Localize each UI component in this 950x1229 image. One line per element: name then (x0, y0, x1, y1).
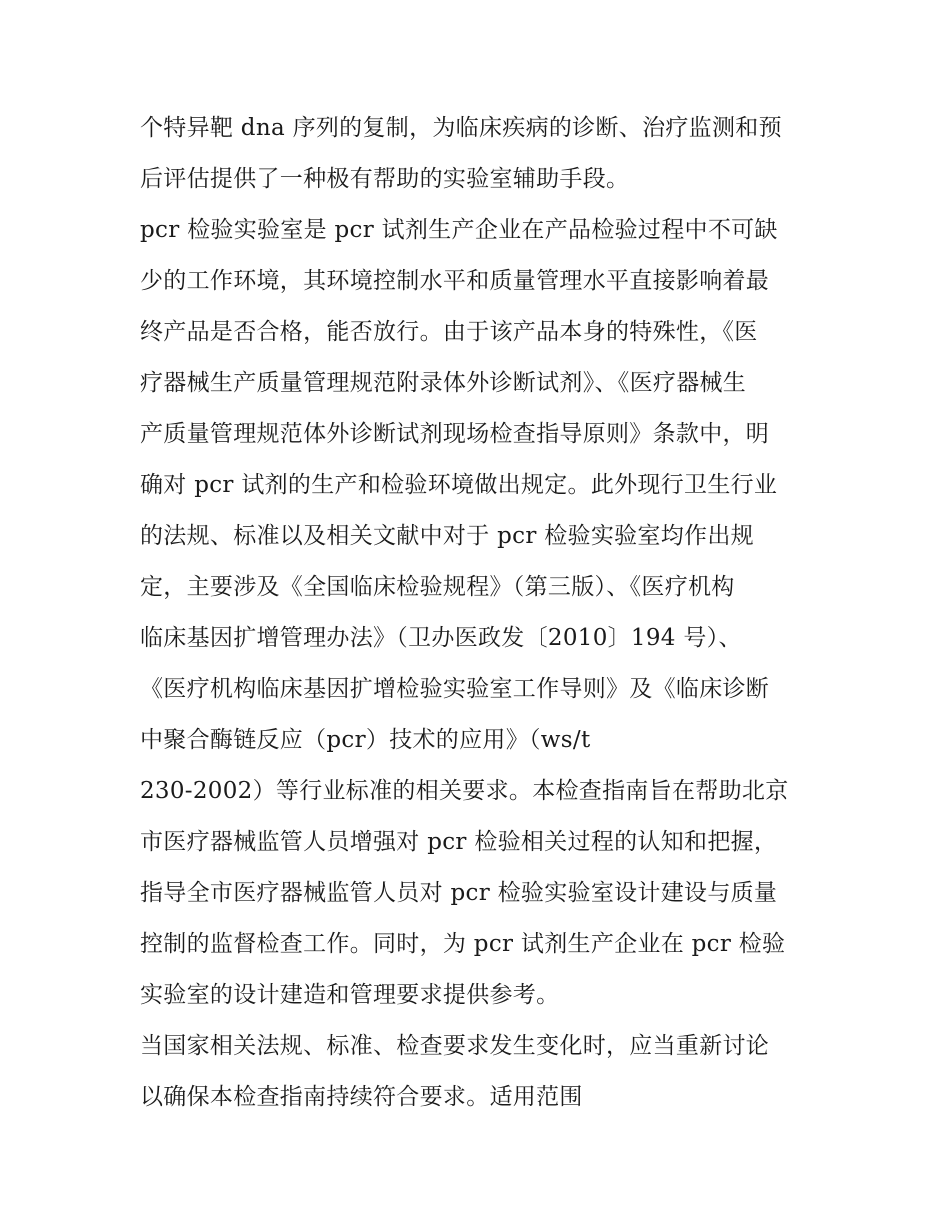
text-line: 后评估提供了一种极有帮助的实验室辅助手段。 (140, 166, 630, 192)
text-line: 实验室的设计建造和管理要求提供参考。 (140, 982, 560, 1008)
body-text (140, 103, 830, 1123)
text-line: 以确保本检查指南持续符合要求。适用范围 (140, 1084, 583, 1110)
text-line: 疗器械生产质量管理规范附录体外诊断试剂》、《医疗器械生 (140, 370, 747, 396)
text-line: 确对 pcr 试剂的生产和检验环境做出规定。此外现行卫生行业 (140, 472, 778, 498)
text-line: 的法规、标准以及相关文献中对于 pcr 检验实验室均作出规 (140, 523, 754, 549)
text-line: 230-2002）等行业标准的相关要求。本检查指南旨在帮助北京 (140, 778, 789, 804)
text-line: 终产品是否合格，能否放行。由于该产品本身的特殊性，《医 (140, 319, 758, 345)
text-line: 《医疗机构临床基因扩增检验实验室工作导则》及《临床诊断 (140, 676, 770, 702)
text-line: pcr 检验实验室是 pcr 试剂生产企业在产品检验过程中不可缺 (140, 217, 778, 243)
text-line: 个特异靶 dna 序列的复制，为临床疾病的诊断、治疗监测和预 (140, 115, 782, 141)
text-line: 市医疗器械监管人员增强对 pcr 检验相关过程的认知和把握， (140, 829, 778, 855)
text-line: 当国家相关法规、标准、检查要求发生变化时，应当重新讨论 (140, 1033, 770, 1059)
text-line: 产质量管理规范体外诊断试剂现场检查指导原则》条款中，明 (140, 421, 770, 447)
text-line: 定，主要涉及《全国临床检验规程》（第三版）、《医疗机构 (140, 574, 735, 600)
text-line: 控制的监督检查工作。同时，为 pcr 试剂生产企业在 pcr 检验 (140, 931, 786, 957)
text-line: 中聚合酶链反应（pcr）技术的应用》（ws/t (140, 727, 591, 753)
text-line: 指导全市医疗器械监管人员对 pcr 检验实验室设计建设与质量 (140, 880, 778, 906)
text-line: 临床基因扩增管理办法》（卫办医政发〔2010〕194 号）、 (140, 625, 742, 651)
text-line: 少的工作环境，其环境控制水平和质量管理水平直接影响着最 (140, 268, 770, 294)
